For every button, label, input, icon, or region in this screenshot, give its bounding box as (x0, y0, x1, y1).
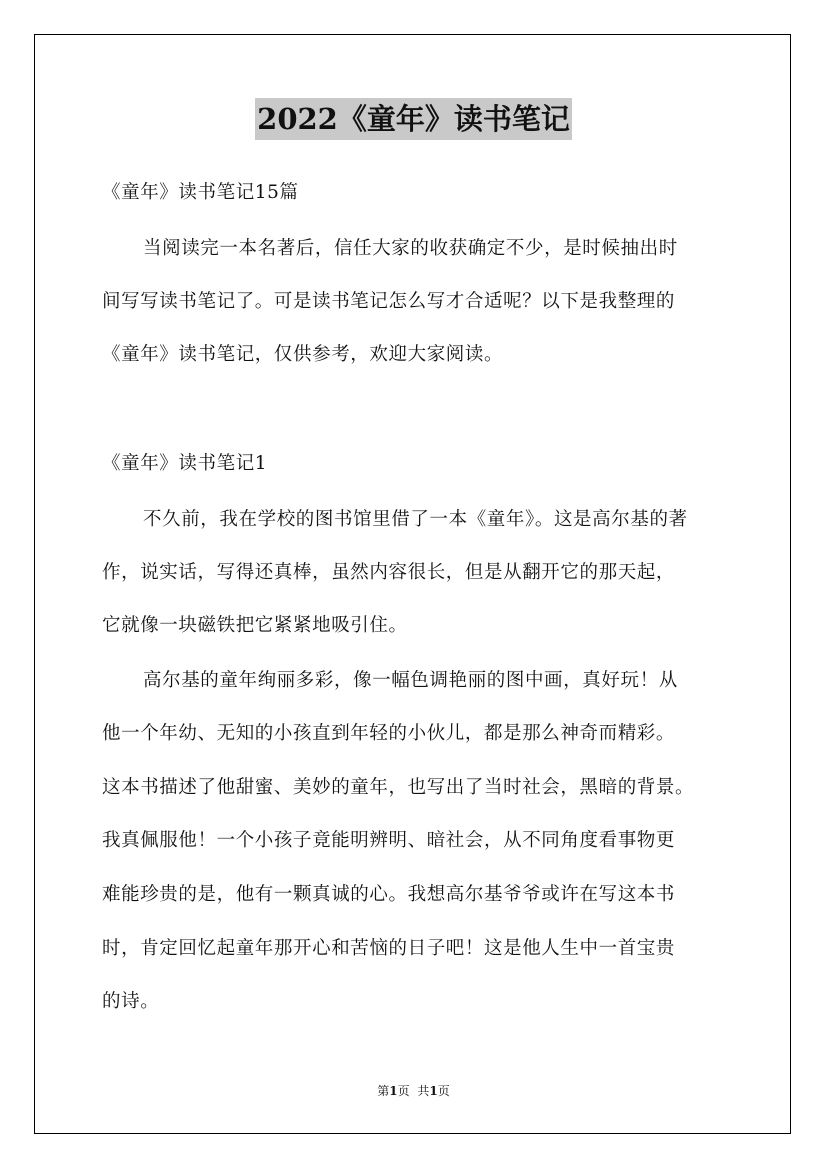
para2-line-6: 时，肯定回忆起童年那开心和苦恼的日子吧！这是他人生中一首宝贵 (102, 938, 676, 959)
para1-line-2: 作，说实话，写得还真棒，虽然内容很长，但是从翻开它的那天起， (102, 562, 676, 583)
document-title-wrapper (0, 98, 827, 140)
para2-line-4: 我真佩服他！一个小孩子竟能明辨明、暗社会，从不同角度看事物更 (102, 830, 676, 851)
page-footer (0, 1083, 827, 1099)
total-pages: 1 (429, 1084, 438, 1098)
document-subtitle: 《童年》读书笔记15篇 (102, 182, 299, 203)
para2-line-7: 的诗。 (102, 991, 160, 1012)
intro-line-2: 间写写读书笔记了。可是读书笔记怎么写才合适呢？以下是我整理的 (102, 291, 676, 312)
page-prefix: 第 (377, 1084, 390, 1098)
document-title: 2022《童年》读书笔记 (255, 98, 572, 140)
para2-line-3: 这本书描述了他甜蜜、美妙的童年，也写出了当时社会，黑暗的背景。 (102, 777, 695, 798)
total-prefix: 共 (417, 1084, 430, 1098)
para2-line-5: 难能珍贵的是，他有一颗真诚的心。我想高尔基爷爷或许在写这本书 (102, 884, 676, 905)
para2-line-1: 高尔基的童年绚丽多彩，像一幅色调艳丽的图中画，真好玩！从 (143, 670, 678, 691)
para1-line-3: 它就像一块磁铁把它紧紧地吸引住。 (102, 615, 408, 636)
intro-line-1: 当阅读完一本名著后，信任大家的收获确定不少，是时候抽出时 (143, 238, 678, 259)
intro-line-3: 《童年》读书笔记，仅供参考，欢迎大家阅读。 (102, 344, 504, 365)
para2-line-2: 他一个年幼、无知的小孩直到年轻的小伙儿，都是那么神奇而精彩。 (102, 723, 676, 744)
section-heading: 《童年》读书笔记1 (102, 453, 268, 474)
page-suffix: 页 (397, 1084, 410, 1098)
page-number: 1 (389, 1084, 398, 1098)
para1-line-1: 不久前，我在学校的图书馆里借了一本《童年》。这是高尔基的著 (143, 509, 688, 530)
total-suffix: 页 (437, 1084, 450, 1098)
